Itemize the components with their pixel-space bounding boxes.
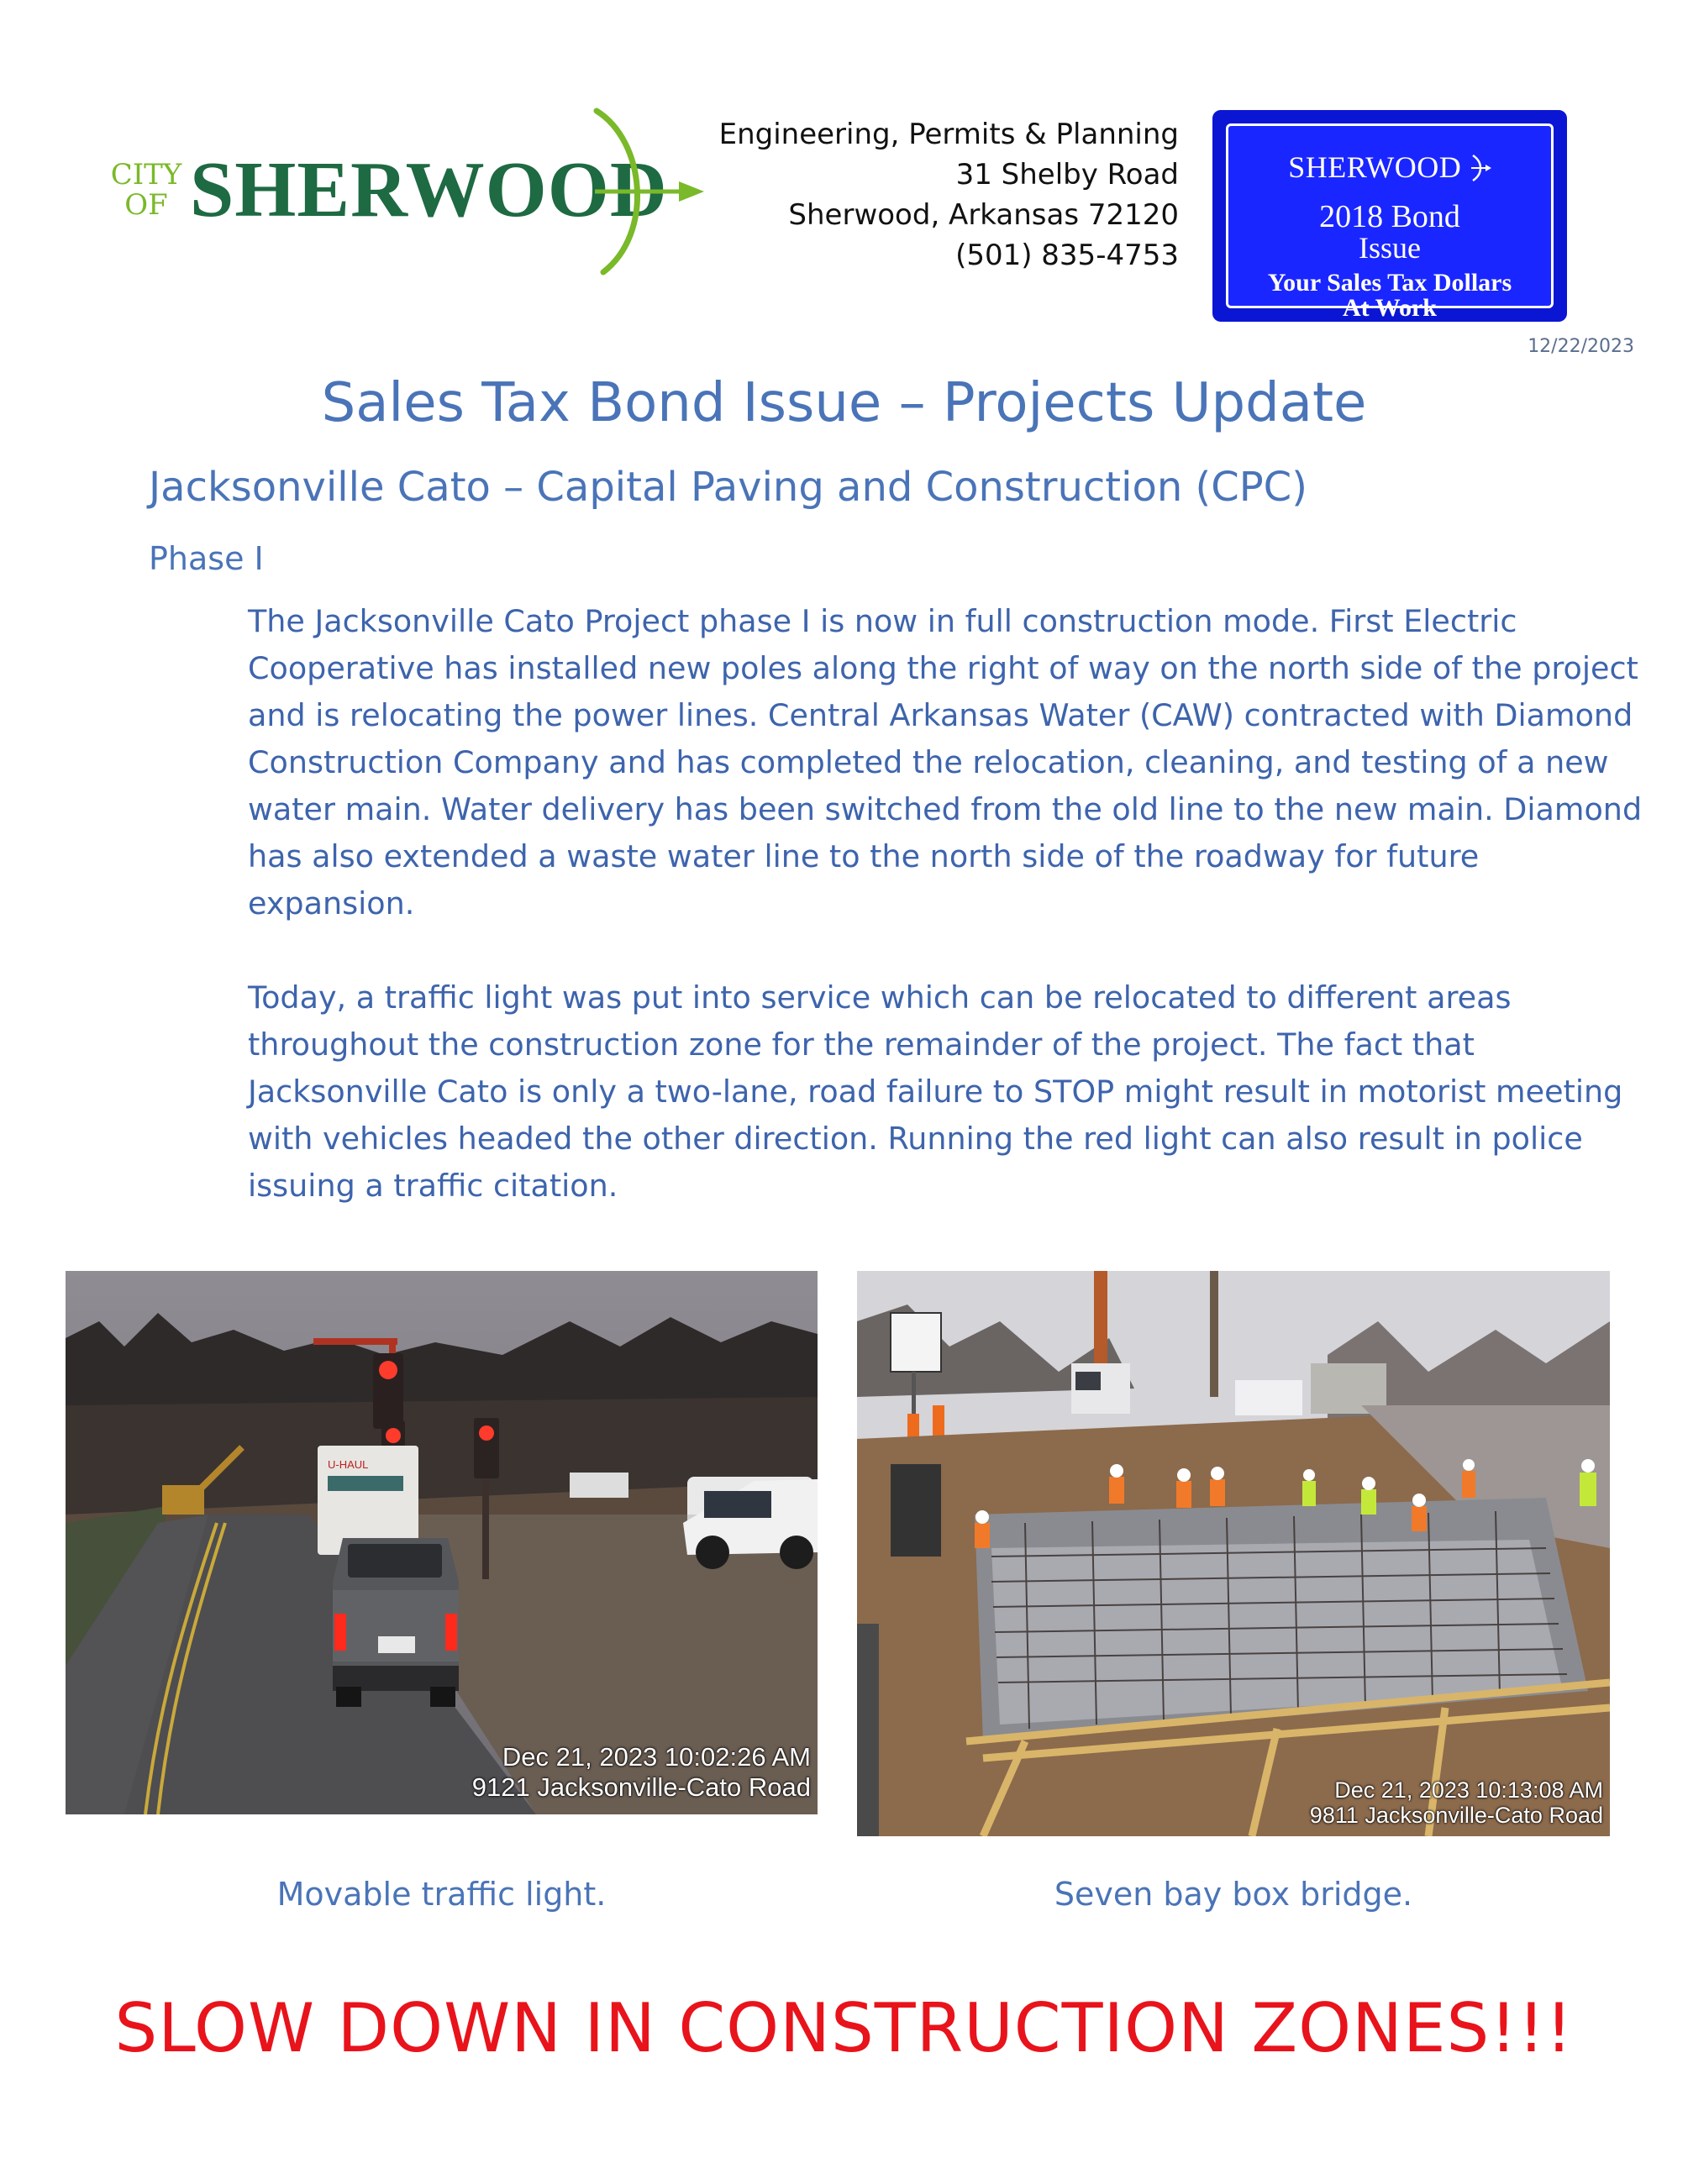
photo-box-bridge — [857, 1271, 1610, 1836]
phone-number: (501) 835-4753 — [955, 239, 1179, 272]
photo-1-timestamp — [472, 1742, 811, 1803]
truck-sign: U-HAUL — [328, 1458, 369, 1471]
document-date: 12/22/2023 — [1528, 336, 1634, 357]
photo-2-timestamp — [1310, 1777, 1603, 1828]
photo-1-datetime: Dec 21, 2023 10:02:26 AM — [502, 1742, 811, 1772]
badge-issue-line: Issue — [1359, 231, 1421, 265]
bow-arrow-icon — [586, 108, 713, 276]
logo-prefix-line2: OF — [124, 188, 168, 222]
photo-2-datetime: Dec 21, 2023 10:13:08 AM — [1334, 1777, 1603, 1803]
safety-warning: SLOW DOWN IN CONSTRUCTION ZONES!!! — [114, 1989, 1574, 2067]
logo-prefix-line1: CITY — [110, 158, 182, 192]
traffic-light-scene — [66, 1271, 818, 1814]
city-state-zip: Sherwood, Arkansas 72120 — [788, 198, 1179, 232]
box-bridge-scene — [857, 1271, 1610, 1836]
phase-heading: Phase I — [149, 540, 264, 577]
badge-logo-text: SHERWOOD — [1288, 150, 1462, 184]
street-address: 31 Shelby Road — [955, 158, 1179, 192]
photo-1-location: 9121 Jacksonville-Cato Road — [471, 1772, 811, 1802]
badge-logo — [1228, 150, 1551, 185]
photo-2-caption: Seven bay box bridge. — [1054, 1876, 1413, 1913]
address-block — [719, 114, 1179, 276]
department-name: Engineering, Permits & Planning — [718, 118, 1179, 151]
badge-year-line: 2018 Bond — [1319, 199, 1460, 234]
bond-badge — [1212, 110, 1567, 322]
badge-arrow-icon — [1470, 154, 1491, 182]
body-paragraph-2: Today, a traffic light was put into service which can be relocated to different areas throughout the construction zone for the remainder of the project. The fact that Jacksonville Cato is only a two-lane, road failure to STOP might result in motorist meeting with vehicles headed the other direction. Running the red light can also result in police issuing a traffic citation. — [248, 979, 1623, 1204]
photo-1-caption: Movable traffic light. — [276, 1876, 607, 1913]
photo-2-location: 9811 Jacksonville-Cato Road — [1309, 1803, 1603, 1828]
logo-name: SHERWOOD — [190, 146, 668, 234]
city-logo — [108, 108, 729, 276]
badge-tagline-2: At Work — [1343, 294, 1437, 322]
body-paragraph-1: The Jacksonville Cato Project phase I is now in full construction mode. First Electric Cooperative has installed new poles along the right of way on the north side of the project and is relocating the power lines. Central Arkansas Water (CAW) contracted with Diamond Construction Company and has completed the relocation, cleaning, and testing of a new water main. Water delivery has been switched from the old line to the new main. Diamond has also extended a waste water line to the north side of the roadway for future expansion. — [248, 603, 1643, 921]
badge-tagline-1: Your Sales Tax Dollars — [1267, 269, 1512, 297]
bond-badge-inner — [1226, 123, 1554, 322]
photo-traffic-light — [66, 1271, 818, 1814]
project-heading: Jacksonville Cato – Capital Paving and Construction (CPC) — [149, 464, 1307, 511]
page-title: Sales Tax Bond Issue – Projects Update — [321, 372, 1367, 434]
logo-prefix — [108, 160, 185, 220]
